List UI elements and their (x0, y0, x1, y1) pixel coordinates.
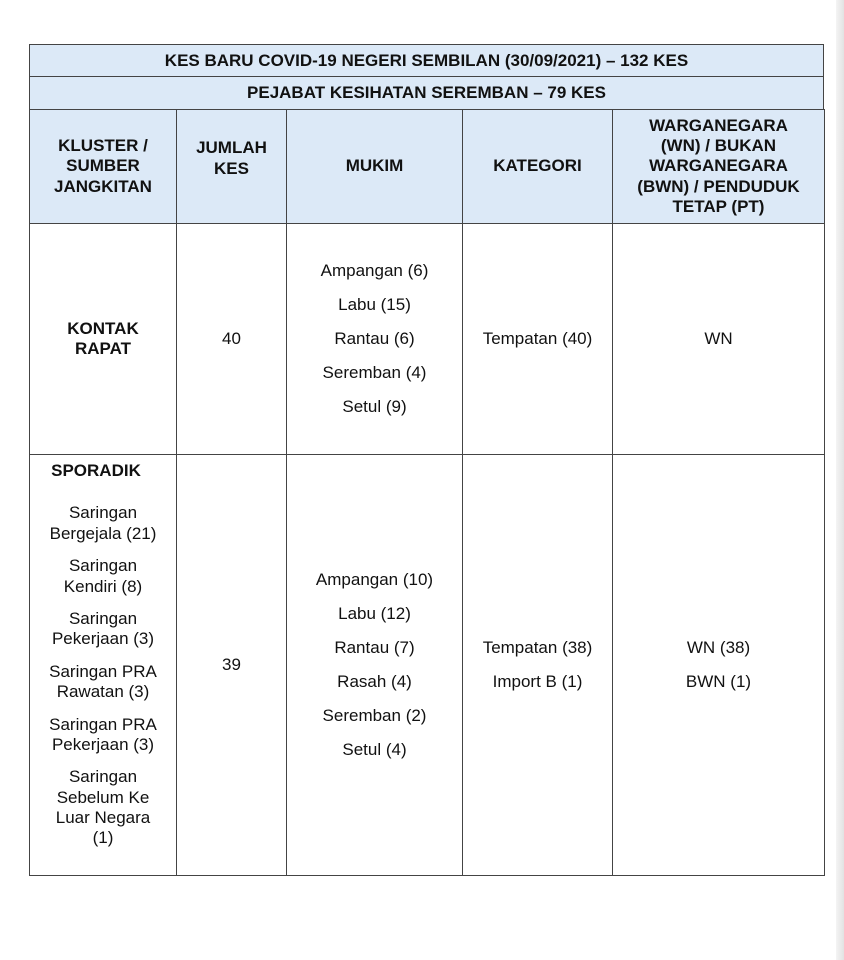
sporadik-item (30, 715, 176, 756)
table-row (30, 455, 825, 876)
header-mukim: MUKIM (287, 110, 463, 224)
header-jumlah-line: JUMLAH (196, 138, 267, 158)
mukim-item: Labu (15) (338, 295, 411, 314)
header-warganegara (613, 110, 825, 224)
case-breakdown-table (29, 109, 825, 876)
header-kluster-line: SUMBER (66, 156, 140, 176)
table-subtitle: PEJABAT KESIHATAN SEREMBAN – 79 KES (29, 77, 824, 110)
header-wn-line: TETAP (PT) (672, 197, 765, 217)
sporadik-line: Luar Negara (55, 808, 151, 828)
kluster-line: KONTAK (67, 318, 139, 338)
warganegara-item: WN (38) (686, 638, 751, 657)
sporadik-line: Saringan (68, 767, 138, 787)
sporadik-line: Saringan PRA (49, 661, 157, 681)
jumlah-cell (177, 455, 287, 876)
page-edge (836, 0, 844, 960)
table-row (30, 224, 825, 455)
header-wn-line: WARGANEGARA (649, 115, 788, 135)
kategori-item: Tempatan (38) (482, 638, 593, 657)
header-kluster-line: JANGKITAN (54, 176, 152, 196)
mukim-item: Seremban (4) (322, 363, 427, 382)
mukim-item: Rantau (7) (334, 638, 415, 657)
kluster-cell (30, 224, 177, 455)
kluster-cell (30, 455, 177, 876)
mukim-item: Rantau (6) (334, 329, 415, 348)
sporadik-item (30, 662, 176, 703)
header-kluster (30, 110, 177, 224)
mukim-item: Setul (9) (342, 397, 407, 416)
sporadik-line: Rawatan (3) (56, 682, 150, 702)
sporadik-line: Saringan (68, 608, 138, 628)
header-kluster-line: KLUSTER / (58, 135, 148, 155)
header-wn-line: WARGANEGARA (649, 156, 788, 176)
warganegara-item: BWN (1) (685, 672, 752, 691)
jumlah-cell (177, 224, 287, 455)
kategori-cell (463, 455, 613, 876)
sporadik-item (30, 609, 176, 650)
warganegara-cell (613, 455, 825, 876)
jumlah-value: 39 (222, 654, 241, 674)
kategori-item: Tempatan (40) (482, 329, 593, 348)
sporadik-line: Sebelum Ke (56, 787, 150, 807)
header-kategori: KATEGORI (463, 110, 613, 224)
sporadik-line: Kendiri (8) (63, 576, 143, 596)
sporadik-line: (1) (92, 828, 114, 848)
header-row (30, 110, 825, 224)
header-wn-line: (BWN) / PENDUDUK (637, 176, 800, 196)
mukim-item: Ampangan (6) (320, 261, 429, 280)
header-wn-line: (WN) / BUKAN (660, 135, 777, 155)
mukim-item: Ampangan (10) (315, 570, 434, 589)
sporadik-item (30, 767, 176, 849)
header-jumlah-line: KES (214, 158, 249, 178)
table-title: KES BARU COVID-19 NEGERI SEMBILAN (30/09/2021) – 132 KES (29, 44, 824, 77)
mukim-cell (287, 455, 463, 876)
sporadik-line: Pekerjaan (3) (51, 734, 155, 754)
sporadik-title: SPORADIK (51, 461, 141, 480)
mukim-item: Rasah (4) (337, 672, 412, 691)
kategori-item: Import B (1) (492, 672, 583, 691)
sporadik-line: Saringan (68, 556, 138, 576)
mukim-item: Setul (4) (342, 740, 407, 759)
kluster-line: RAPAT (74, 339, 132, 358)
covid-case-table (29, 44, 824, 874)
mukim-item: Seremban (2) (322, 706, 427, 725)
sporadik-line: Bergejala (21) (49, 523, 157, 543)
sporadik-line: Pekerjaan (3) (51, 629, 155, 649)
warganegara-cell (613, 224, 825, 455)
header-jumlah (177, 110, 287, 224)
sporadik-item (30, 556, 176, 597)
kategori-cell (463, 224, 613, 455)
jumlah-value: 40 (222, 328, 241, 348)
sporadik-item (30, 503, 176, 544)
mukim-item: Labu (12) (338, 604, 411, 623)
warganegara-item: WN (704, 329, 733, 348)
sporadik-line: Saringan PRA (49, 714, 157, 734)
mukim-cell (287, 224, 463, 455)
sporadik-line: Saringan (68, 503, 138, 523)
